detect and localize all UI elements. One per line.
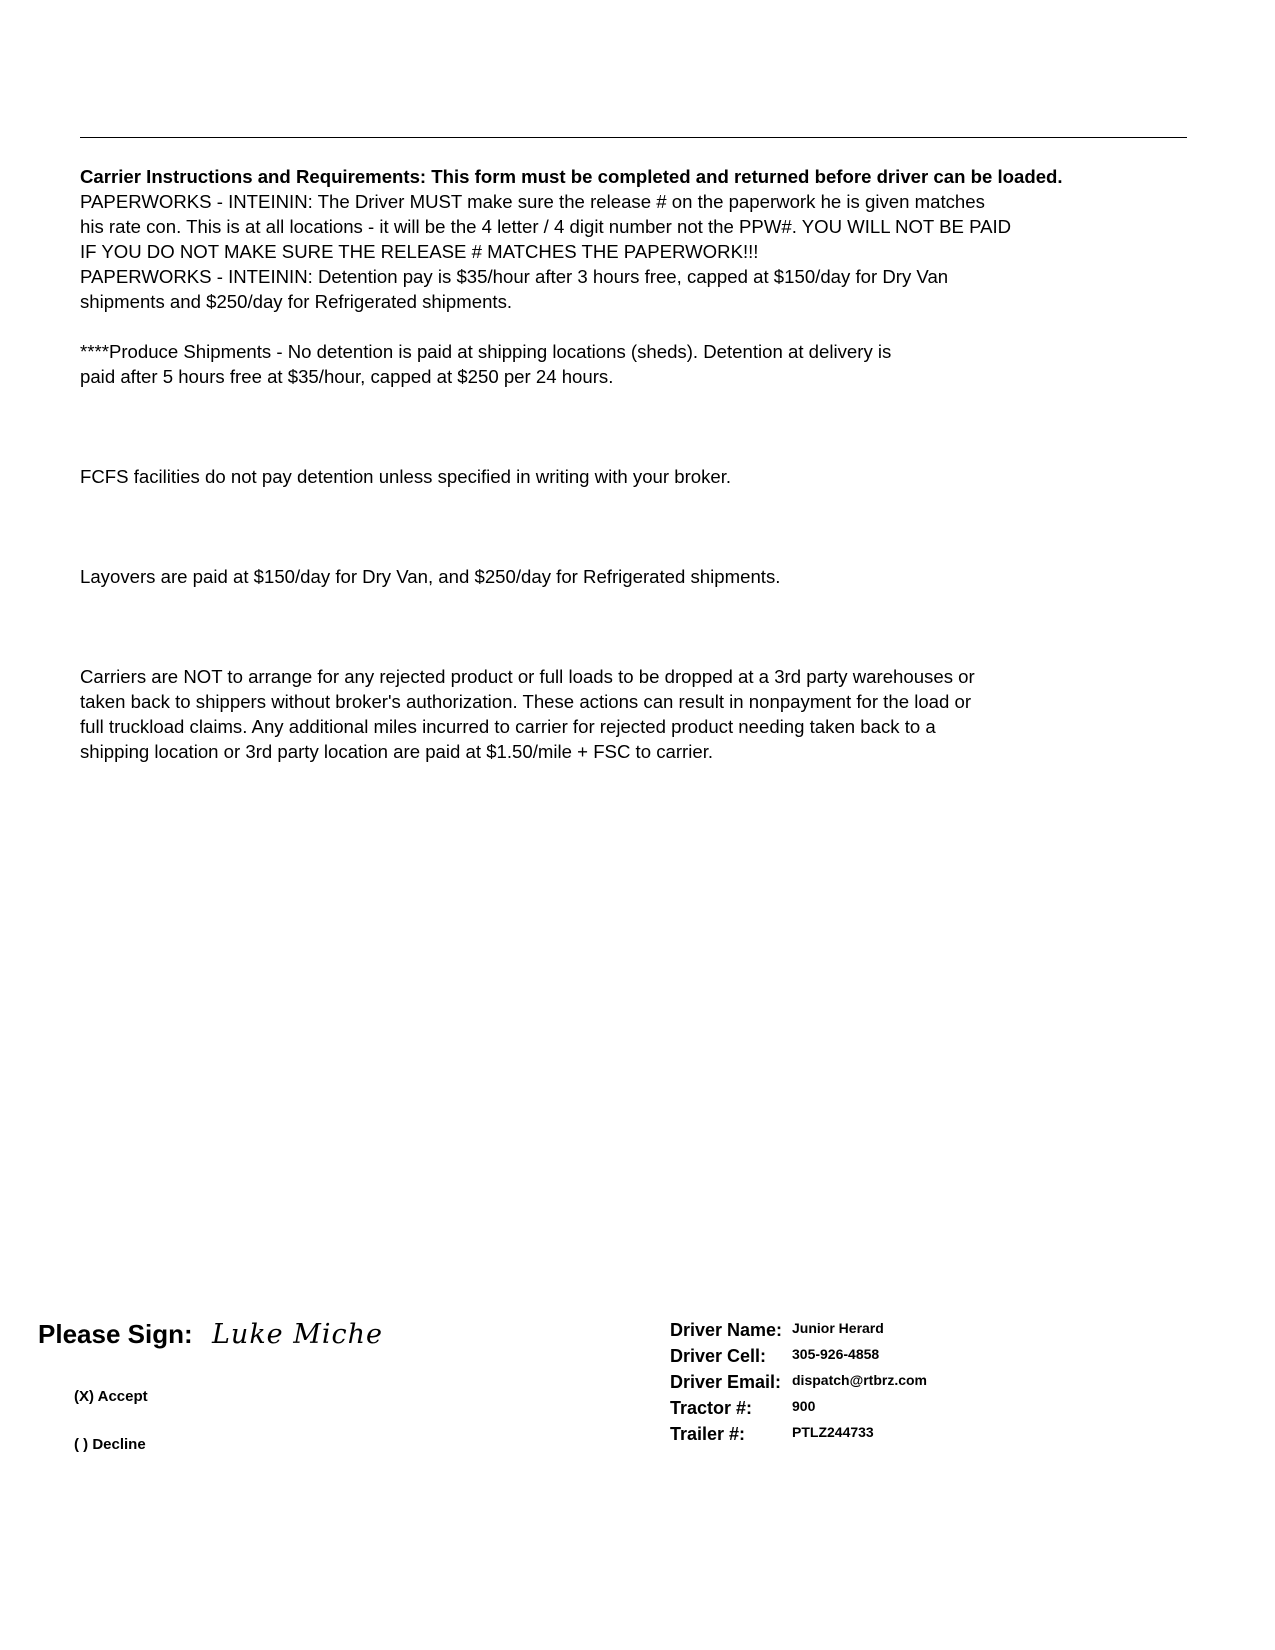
tractor-value: 900: [792, 1398, 816, 1414]
instruction-line: shipping location or 3rd party location are paid at $1.50/mile + FSC to carrier.: [80, 741, 714, 762]
instruction-line: PAPERWORKS - INTEININ: The Driver MUST make sure the release # on the paperwork he is given matches: [80, 191, 985, 212]
instruction-line: Carriers are NOT to arrange for any rejected product or full loads to be dropped at a 3rd party warehouses or: [80, 666, 975, 687]
tractor-label: Tractor #:: [670, 1398, 753, 1418]
please-sign-label: Please Sign:: [38, 1319, 193, 1349]
instruction-line: taken back to shippers without broker's authorization. These actions can result in nonpayment for the load or: [80, 691, 972, 712]
instruction-line: ****Produce Shipments - No detention is paid at shipping locations (sheds). Detention at delivery is: [80, 341, 892, 362]
accept-option[interactable]: (X) Accept: [74, 1388, 148, 1405]
instruction-line: PAPERWORKS - INTEININ: Detention pay is $35/hour after 3 hours free, capped at $150/day for Dry Van: [80, 266, 949, 287]
decline-option[interactable]: ( ) Decline: [74, 1436, 146, 1453]
signature-field[interactable]: Luke Miche: [212, 1319, 384, 1350]
trailer-value: PTLZ244733: [792, 1424, 874, 1440]
driver-cell-value: 305-926-4858: [792, 1346, 880, 1362]
instruction-line: Layovers are paid at $150/day for Dry Van, and $250/day for Refrigerated shipments.: [80, 566, 781, 587]
instruction-line: paid after 5 hours free at $35/hour, capped at $250 per 24 hours.: [80, 366, 614, 387]
instruction-line: his rate con. This is at all locations - it will be the 4 letter / 4 digit number not the PPW#. YOU WILL NOT BE PAID: [80, 216, 1012, 237]
instruction-line: IF YOU DO NOT MAKE SURE THE RELEASE # MATCHES THE PAPERWORK!!!: [80, 241, 759, 262]
instruction-line: FCFS facilities do not pay detention unless specified in writing with your broker.: [80, 466, 732, 487]
driver-email-value: dispatch@rtbrz.com: [792, 1372, 928, 1388]
top-divider: [80, 137, 1187, 138]
instructions-heading: Carrier Instructions and Requirements: This form must be completed and returned before driver can be loaded.: [80, 166, 1063, 187]
instruction-line: shipments and $250/day for Refrigerated shipments.: [80, 291, 513, 312]
driver-name-label: Driver Name:: [670, 1320, 783, 1340]
driver-email-label: Driver Email:: [670, 1372, 782, 1392]
instruction-line: full truckload claims. Any additional miles incurred to carrier for rejected product needing taken back to a: [80, 716, 936, 737]
trailer-label: Trailer #:: [670, 1424, 746, 1444]
driver-name-value: Junior Herard: [792, 1320, 884, 1336]
driver-cell-label: Driver Cell:: [670, 1346, 767, 1366]
